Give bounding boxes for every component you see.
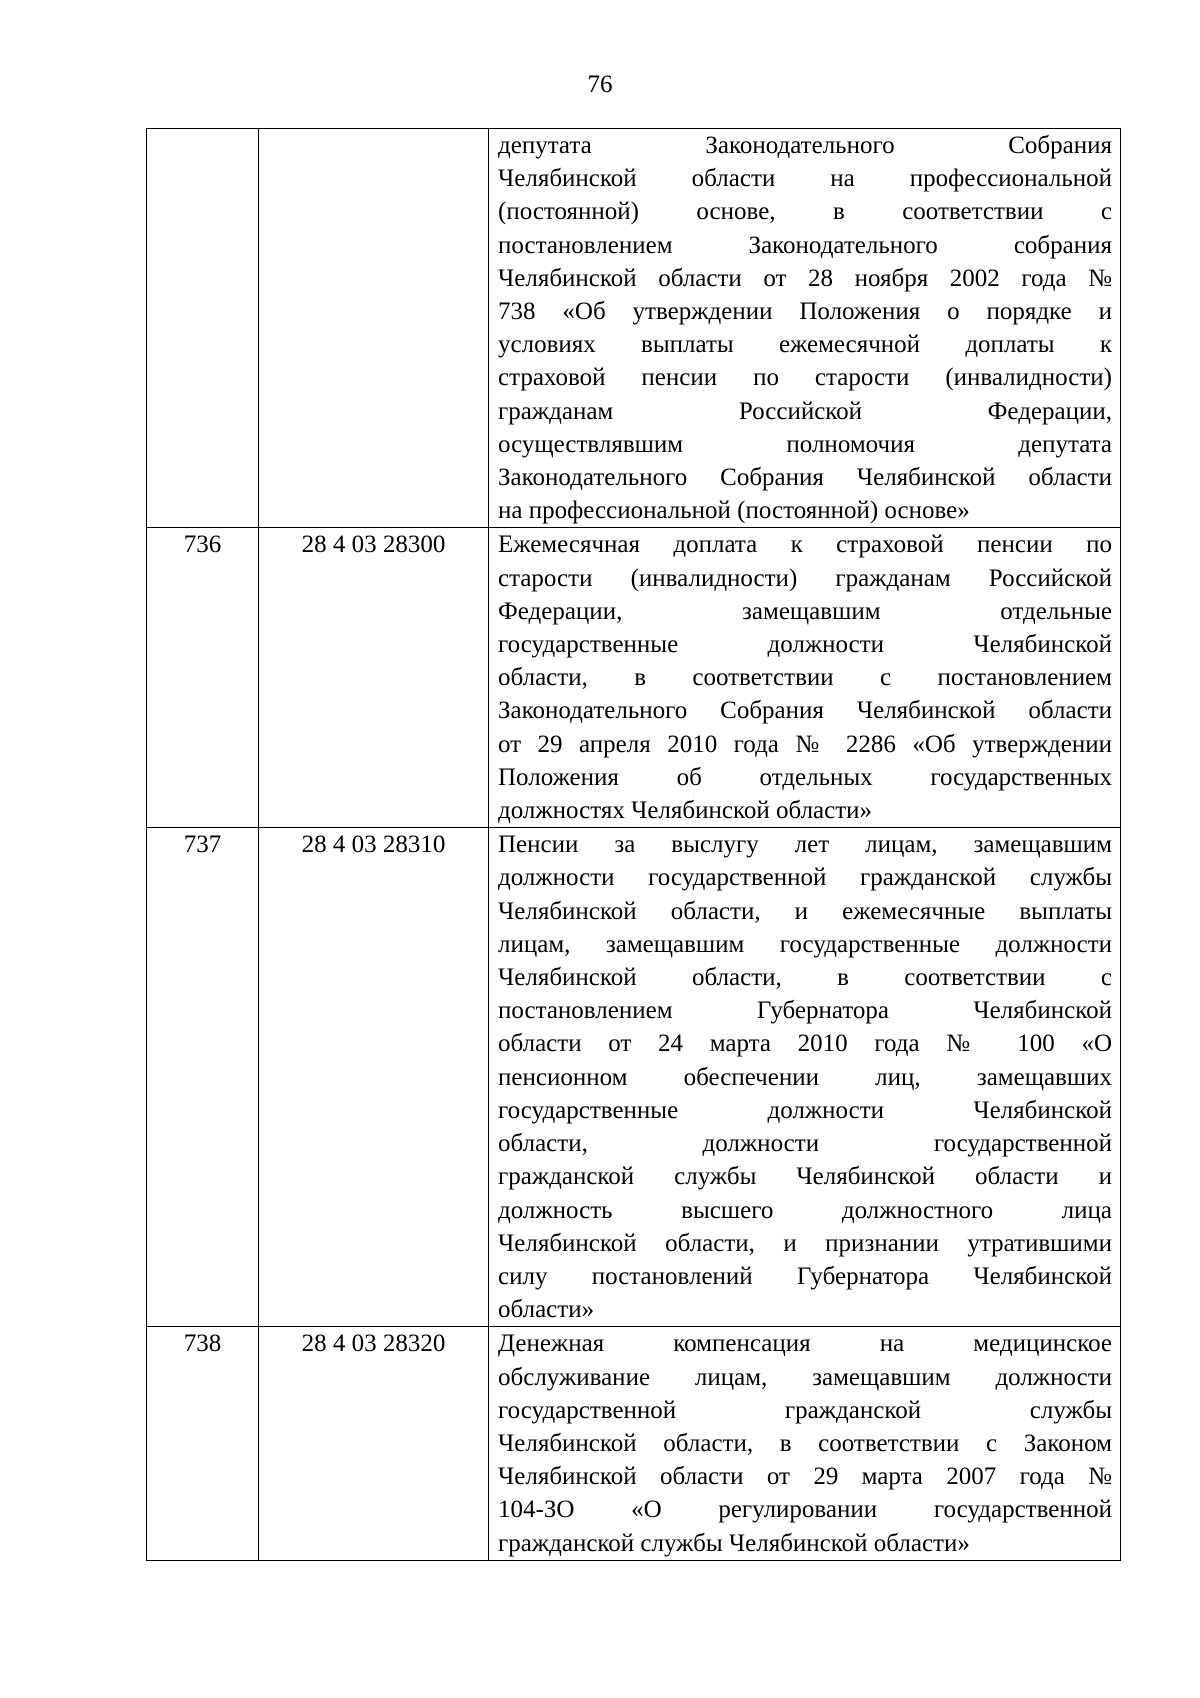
description-line: пенсионном обеспечении лиц, замещавших (498, 1063, 1112, 1091)
description-line: должности государственной гражданской службы (498, 864, 1112, 892)
table-row (147, 129, 1121, 528)
description-line: Челябинской области, в соответствии с Законом (498, 1429, 1112, 1457)
description-line: обслуживание лицам, замещавшим должности (498, 1363, 1112, 1391)
description-line: области, в соответствии с постановлением (498, 664, 1112, 692)
description-cell (489, 828, 1121, 1327)
description-line: гражданам Российской Федерации, (498, 397, 1112, 425)
description-line: от 29 апреля 2010 года № 2286 «Об утверждении (498, 730, 1112, 758)
target-code-cell: 28 4 03 28300 (259, 528, 489, 828)
description-line: страховой пенсии по старости (инвалидности) (498, 364, 1112, 392)
description-line: 738 «Об утверждении Положения о порядке и (498, 298, 1112, 326)
description-cell (489, 129, 1121, 528)
row-number-cell (147, 129, 259, 528)
table-row (147, 1327, 1121, 1560)
description-line: должность высшего должностного лица (498, 1196, 1112, 1224)
description-line: области от 24 марта 2010 года № 100 «О (498, 1030, 1112, 1058)
description-line: постановлением Губернатора Челябинской (498, 997, 1112, 1025)
description-line: государственные должности Челябинской (498, 631, 1112, 659)
description-line: Пенсии за выслугу лет лицам, замещавшим (498, 831, 1112, 859)
description-line: Челябинской области, в соответствии с (498, 964, 1112, 992)
description-line: Денежная компенсация на медицинское (498, 1330, 1112, 1358)
row-number-cell: 737 (147, 828, 259, 1327)
description-line: на профессиональной (постоянной) основе» (498, 497, 970, 525)
target-code-cell: 28 4 03 28310 (259, 828, 489, 1327)
description-line: Законодательного Собрания Челябинской области (498, 464, 1112, 492)
description-line: Ежемесячная доплата к страховой пенсии по (498, 531, 1112, 559)
description-line: Положения об отдельных государственных (498, 763, 1112, 791)
target-code-cell (259, 129, 489, 528)
description-line: депутата Законодательного Собрания (498, 132, 1112, 159)
description-line: (постоянной) основе, в соответствии с (498, 198, 1112, 226)
description-line: осуществлявшим полномочия депутата (498, 430, 1112, 458)
description-line: Челябинской области от 29 марта 2007 года № (498, 1463, 1112, 1491)
description-cell (489, 1327, 1121, 1560)
row-number-cell: 738 (147, 1327, 259, 1560)
table-row (147, 828, 1121, 1327)
description-line: Челябинской области от 28 ноября 2002 года № (498, 264, 1112, 292)
description-line: Челябинской области, и признании утратившими (498, 1229, 1112, 1257)
description-line: старости (инвалидности) гражданам Российской (498, 564, 1112, 592)
budget-classification-table (146, 128, 1121, 1561)
description-line: Челябинской области на профессиональной (498, 165, 1112, 193)
target-code-cell: 28 4 03 28320 (259, 1327, 489, 1560)
description-line: гражданской службы Челябинской области» (498, 1529, 970, 1557)
description-line: Федерации, замещавшим отдельные (498, 597, 1112, 625)
description-line: государственные должности Челябинской (498, 1096, 1112, 1124)
description-line: Челябинской области, и ежемесячные выплаты (498, 897, 1112, 925)
row-number-cell: 736 (147, 528, 259, 828)
description-line: государственной гражданской службы (498, 1396, 1112, 1424)
description-line: постановлением Законодательного собрания (498, 231, 1112, 259)
description-line: области» (498, 1296, 595, 1324)
description-line: силу постановлений Губернатора Челябинской (498, 1262, 1112, 1290)
description-line: области, должности государственной (498, 1130, 1112, 1158)
description-line: гражданской службы Челябинской области и (498, 1163, 1112, 1191)
description-cell (489, 528, 1121, 828)
description-line: Законодательного Собрания Челябинской области (498, 697, 1112, 725)
description-line: 104-ЗО «О регулировании государственной (498, 1496, 1112, 1524)
description-line: должностях Челябинской области» (498, 797, 873, 825)
table-row (147, 528, 1121, 828)
description-line: условиях выплаты ежемесячной доплаты к (498, 331, 1112, 359)
description-line: лицам, замещавшим государственные должности (498, 930, 1112, 958)
page-number: 76 (587, 71, 613, 98)
